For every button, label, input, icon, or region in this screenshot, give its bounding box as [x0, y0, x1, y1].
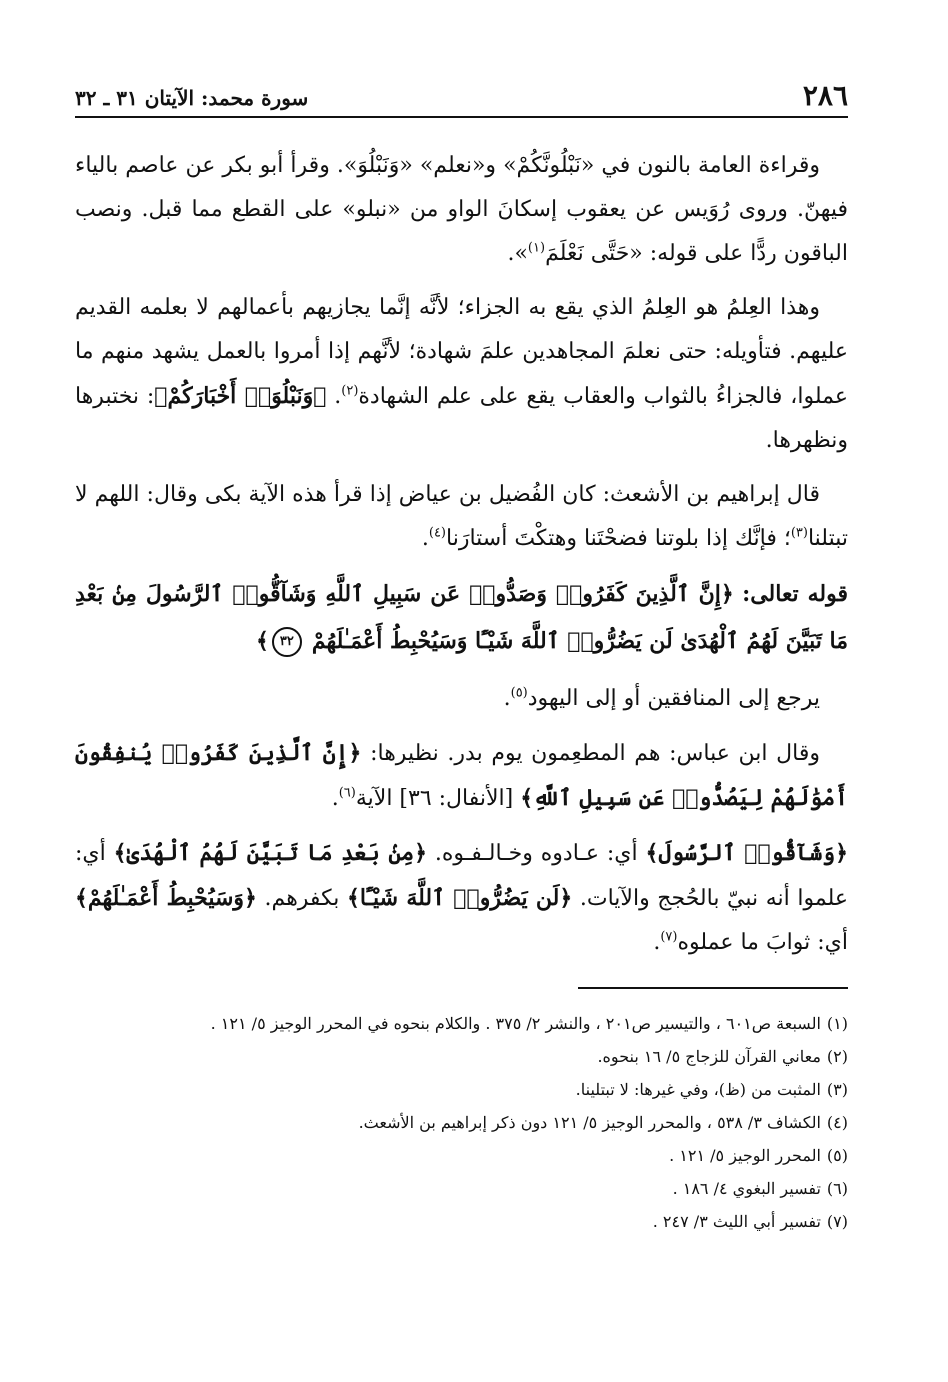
paragraph-ibn-abbas — [75, 731, 848, 821]
text-segment: . — [653, 930, 661, 955]
footnote-ref: (٣) — [790, 525, 808, 541]
footnote-ref: (٢) — [341, 383, 359, 399]
footnote-number: (٣) — [826, 1080, 848, 1099]
verse-block — [75, 571, 848, 665]
footnote-number: (٦) — [826, 1179, 848, 1198]
paragraph-hypocrites — [75, 677, 848, 721]
verse-close-bracket: ﴾ — [255, 628, 269, 654]
running-title: سورة محمد: الآيتان ٣١ ـ ٣٢ — [75, 86, 309, 110]
footnote-number: (١) — [826, 1014, 848, 1033]
text-segment: . — [331, 786, 339, 811]
paragraph-knowledge — [75, 286, 848, 463]
footnote-number: (٧) — [826, 1212, 848, 1231]
footnote-text: المثبت من (ظ)، وفي غيرها: لا تبتلينا. — [575, 1080, 821, 1099]
text-segment: . — [326, 384, 342, 409]
paragraph-explanation — [75, 831, 848, 965]
footnote — [75, 1073, 848, 1106]
text-segment: : نختبرها ونظهرها. — [75, 384, 848, 453]
quran-quote: ﴿وَنَبْلُوَا۟ أَخْبَارَكُمْ﴾ — [154, 383, 327, 409]
text-segment: وقراءة العامة بالنون في «نَبْلُونَّكُمْ» و«نعلم» «وَنَبْلُوَ». وقرأ أبو بكر عن عاصم بالياء فيهنّ. وروى رُوَيس عن يعقوب إسكانَ الواو من «نبلو» على القطع مما قبل. ونصب الباقون ردًّا على قوله: «حَتَّى نَعْلَمَ — [75, 153, 848, 266]
ayah-number-marker: ٣٢ — [272, 627, 302, 657]
text-segment: يرجع إلى المنافقين أو إلى اليهود — [527, 686, 820, 711]
text-segment: وهذا العِلمُ هو العِلمُ الذي يقع به الجزاء؛ لأنَّه إنَّما يجازيهم بأعمالهم لا بعلمه القديم عليهم. فتأويله: حتى نعلمَ المجاهدين علمَ شهادة؛ لأنَّهم إذا أمروا بالعمل يشهد منهم ما عملوا، فالجزاءُ بالثواب والعقاب يقع على علم الشهادة — [75, 295, 848, 409]
footnote — [75, 1106, 848, 1139]
verse-label: قوله تعالى: — [742, 581, 849, 607]
text-segment: أي: عـادوه وخـالـفـوه. — [427, 841, 646, 866]
footnote-number: (٥) — [826, 1146, 848, 1165]
footnote-text: الكشاف ٣/ ٥٣٨ ، والمحرر الوجيز ٥/ ١٢١ دون ذكر إبراهيم بن الأشعث. — [358, 1113, 821, 1132]
footnote-text: معاني القرآن للزجاج ٥/ ١٦ بنحوه. — [597, 1047, 821, 1066]
text-segment: [الأنفال: ٣٦] الآية — [355, 786, 521, 811]
text-segment: بكفرهم. — [256, 886, 347, 911]
footnote-ref: (٤) — [428, 525, 446, 541]
text-segment: وقال ابن عباس: هم المطعِمون يوم بدر. نظيرها: — [361, 741, 820, 766]
text-segment: . — [503, 686, 511, 711]
footnote-ref: (٦) — [338, 785, 356, 801]
footnote-ref: (٥) — [510, 685, 528, 701]
footnote-number: (٢) — [826, 1047, 848, 1066]
footnote — [75, 1139, 848, 1172]
quran-quote: ﴿لَن يَضُرُّوا۟ ٱللَّهَ شَيْـًٔا﴾ — [346, 885, 573, 911]
text-segment: ». — [507, 241, 528, 266]
footnote-ref: (٧) — [660, 929, 678, 945]
quran-quote: ﴿وَشَآقُّوا۟ ٱلرَّسُولَ﴾ — [645, 840, 848, 866]
book-page — [75, 72, 848, 1238]
footnotes — [75, 1007, 848, 1238]
footnote — [75, 1007, 848, 1040]
main-text — [75, 144, 848, 965]
text-segment: أي: علموا أنه نبيّ بالحُجج والآيات. — [75, 841, 849, 911]
footnote-ref: (١) — [527, 240, 546, 256]
text-segment: . — [421, 526, 429, 551]
paragraph-readings — [75, 144, 848, 276]
footnote-text: تفسير البغوي ٤/ ١٨٦ . — [672, 1179, 821, 1198]
footnote-number: (٤) — [826, 1113, 848, 1132]
verse-text: ﴿إِنَّ ٱلَّذِينَ كَفَرُوا۟ وَصَدُّوا۟ عَن سَبِيلِ ٱللَّهِ وَشَآقُّوا۟ ٱلرَّسُولَ مِنۢ بَعْدِ مَا تَبَيَّنَ لَهُمُ ٱلْهُدَىٰ لَن يَضُرُّوا۟ ٱللَّهَ شَيْـًٔا وَسَيُحْبِطُ أَعْمَـٰلَهُمْ — [75, 581, 848, 654]
footnote-divider — [578, 987, 848, 989]
footnote — [75, 1172, 848, 1205]
paragraph-fudayl — [75, 473, 848, 561]
footnote-text: تفسير أبي الليث ٣/ ٢٤٧ . — [652, 1212, 821, 1231]
page-number: ٢٨٦ — [802, 79, 848, 112]
page-header — [75, 72, 848, 118]
text-segment: قال إبراهيم بن الأشعث: كان الفُضيل بن عياض إذا قرأ هذه الآية بكى وقال: اللهم لا تبتلنا — [75, 482, 848, 551]
footnote — [75, 1205, 848, 1238]
quran-quote: ﴿وَسَيُحْبِطُ أَعْمَـٰلَهُمْ﴾ — [75, 885, 257, 911]
text-segment: أي: ثوابَ ما عملوه — [677, 930, 848, 955]
quran-quote: ﴿مِنۢ بَعْدِ مَا تَبَيَّنَ لَهُمُ ٱلْهُدَىٰ﴾ — [113, 840, 428, 866]
footnote-text: المحرر الوجيز ٥/ ١٢١ . — [669, 1146, 821, 1165]
text-segment: ؛ فإنَّك إذا بلوتنا فضحْتَنا وهتكْتَ أستارَنا — [446, 526, 791, 551]
quran-quote: ﴿إِنَّ ٱلَّذِينَ كَفَرُوا۟ يُنفِقُونَ أَمْوَٰلَهُمْ لِيَصُدُّوا۟ عَن سَبِيلِ ٱللَّهِ﴾ — [75, 740, 848, 811]
footnote-text: السبعة ص٦٠١ ، والتيسير ص٢٠١ ، والنشر ٢/ ٣٧٥ . والكلام بنحوه في المحرر الوجيز ٥/ ١٢١ . — [210, 1014, 821, 1033]
footnote — [75, 1040, 848, 1073]
